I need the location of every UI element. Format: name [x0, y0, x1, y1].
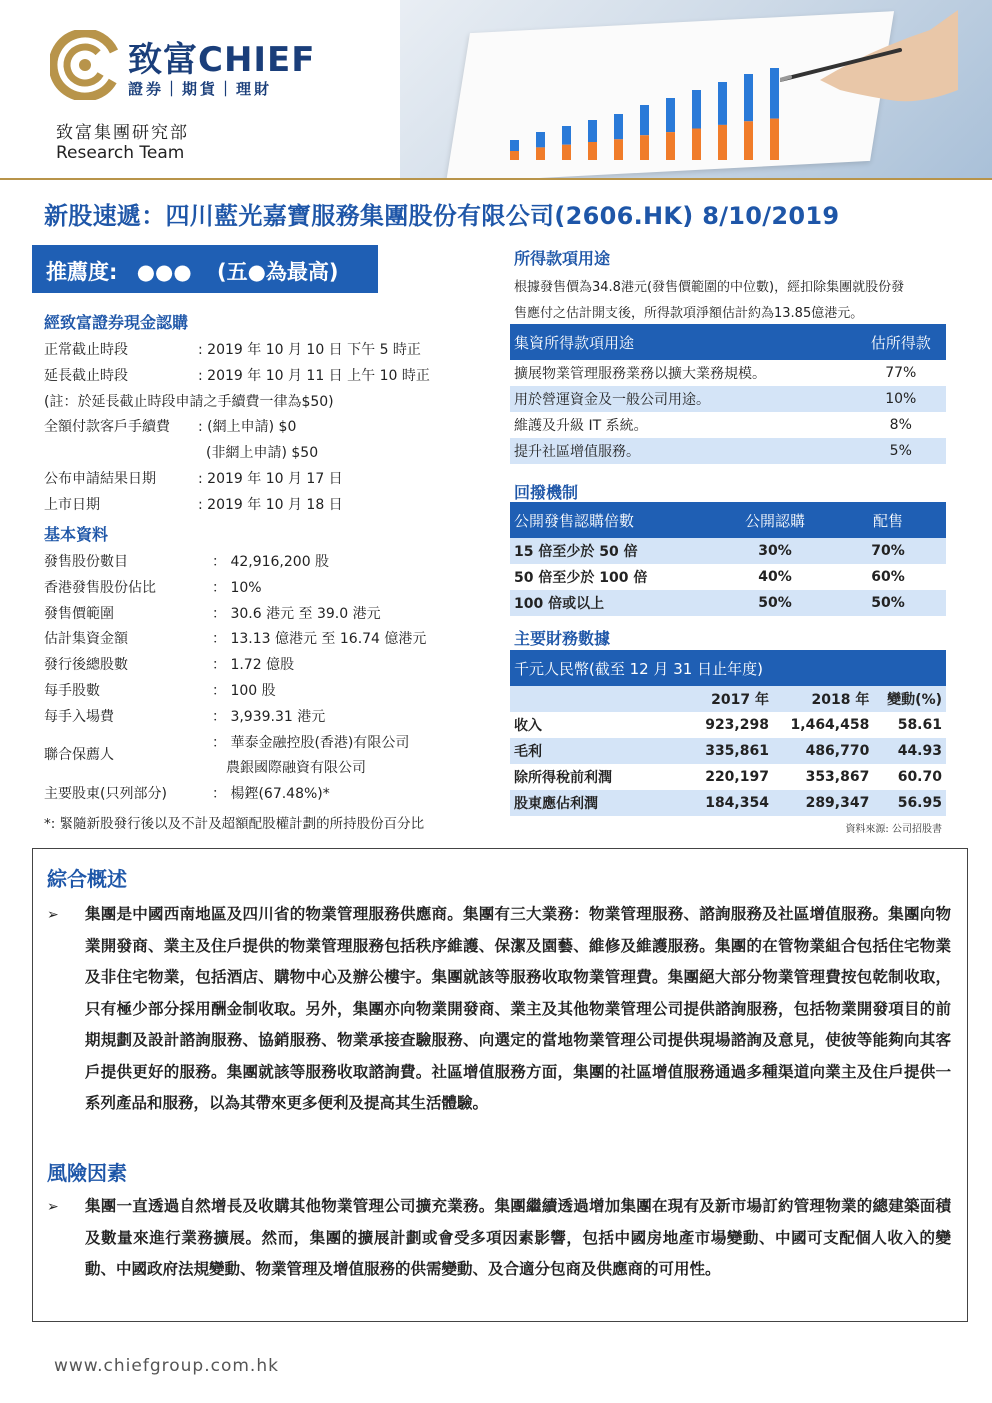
clawback-range: 15 倍至少於 50 倍 — [510, 538, 720, 564]
basic-info-label: 發售價範圍 — [44, 605, 114, 622]
financials-row — [510, 712, 946, 738]
clawback-public: 50% — [720, 590, 830, 616]
subscription-value: : 2019 年 10 月 17 日 — [198, 471, 343, 487]
subscription-label: 公布申請結果日期 — [44, 471, 156, 487]
header-divider — [0, 178, 992, 180]
subscription-value: : 2019 年 10 月 11 日 上午 10 時正 — [198, 367, 430, 384]
illustration-bar-blue — [640, 105, 649, 135]
basic-info-value: ： 1.72 億股 — [212, 657, 295, 674]
basic-info-value: ： 42,916,200 股 — [212, 554, 330, 570]
proceeds-row — [510, 438, 946, 464]
illustration-bar-blue — [588, 120, 597, 142]
header-bar-chart-illustration — [500, 60, 800, 170]
basic-info-row — [44, 603, 484, 623]
financials-source: 資料來源: 公司招股書 — [845, 824, 942, 835]
basic-info-heading: 基本資料 — [44, 525, 109, 544]
basic-info-label: 每手入場費 — [44, 708, 114, 725]
illustration-bar-blue — [770, 68, 779, 119]
basic-info-label: 聯合保薦人 — [44, 746, 114, 763]
logo-tagline: 證券｜期貨｜理財 — [128, 80, 273, 98]
clawback-row — [510, 590, 946, 616]
financials-year-2017: 2017 年 — [690, 686, 773, 712]
clawback-public: 40% — [720, 564, 830, 590]
basic-info-value: ： 100 股 — [212, 683, 276, 699]
proceeds-paragraph-line2: 售應付之估計開支後，所得款項淨額估計約為13.85億港元。 — [514, 306, 864, 321]
recommendation-box — [32, 245, 378, 293]
clawback-placing: 50% — [830, 590, 946, 616]
subscription-label: 正常截止時段 — [44, 342, 128, 358]
financials-row — [510, 764, 946, 790]
financials-item: 收入 — [510, 712, 690, 738]
proceeds-pct: 77% — [856, 360, 946, 386]
illustration-bar-orange — [744, 121, 753, 160]
subscription-row — [44, 416, 484, 436]
proceeds-row — [510, 412, 946, 438]
basic-info-label: 發售股份數目 — [44, 554, 128, 570]
overview-paragraph: 集團是中國西南地區及四川省的物業管理服務供應商。集團有三大業務：物業管理服務、諮詢服務及社區增值服務。集團向物業開發商、業主及住戶提供的物業管理服務包括秩序維護、保潔及園藝、維修及維護服務。集團的在管物業組合包括住宅物業及非住宅物業，包括酒店、購物中心及辦公樓宇。集團就該等服務收取物業管理費。集團絕大部分物業管理費按包乾制收取，只有極少部分採用酬金制收取。另外，集團亦向物業開發商、業主及其他物業管理公司提供諮詢服務，包括物業開發項目的前期規劃及設計諮詢服務、協銷服務、物業承接查驗服務、向選定的當地物業管理公司提供現場諮詢及意見，使彼等能夠向其客戶提供更好的服務。集團就該等服務收取諮詢費。社區增值服務方面，集團的社區增值服務通過多種渠道向業主及住戶提供一系列產品和服務，以為其帶來更多便利及提高其生活體驗。 — [85, 905, 951, 1112]
illustration-bar-blue — [536, 132, 545, 147]
subscription-row — [44, 339, 484, 359]
proceeds-table — [510, 324, 946, 464]
proceeds-use: 維護及升級 IT 系統。 — [510, 412, 856, 438]
illustration-bar-blue — [614, 114, 623, 139]
proceeds-col-pct: 估所得款 — [856, 324, 946, 360]
proceeds-pct: 8% — [856, 412, 946, 438]
risk-paragraph: 集團一直透過自然增長及收購其他物業管理公司擴充業務。集團繼續透過增加集團在現有及新市場訂約管理物業的總建築面積及數量來進行業務擴展。然而，集團的擴展計劃或會受多項因素影響，包括中國房地產市場變動、中國可支配個人收入的變動、中國政府法規變動、物業管理及增值服務的供需變動、及合適分包商及供應商的可用性。 — [85, 1197, 951, 1278]
basic-info-value: ： 楊鏗(67.48%)* — [212, 786, 330, 803]
proceeds-use: 用於營運資金及一般公司用途。 — [510, 386, 856, 412]
recommendation-note: (五●為最高) — [217, 260, 339, 284]
illustration-bar-orange — [536, 147, 545, 160]
subscription-row — [44, 442, 484, 462]
proceeds-use: 提升社區增值服務。 — [510, 438, 856, 464]
subscription-row — [44, 494, 484, 514]
financials-2018: 289,347 — [773, 790, 873, 816]
financials-2018: 1,464,458 — [773, 712, 873, 738]
basic-info-row — [44, 680, 484, 700]
financials-heading: 主要財務數據 — [514, 629, 611, 648]
clawback-col-public: 公開認購 — [720, 502, 830, 538]
pen-hand-icon — [780, 10, 960, 120]
recommendation-dots: ●●● — [136, 260, 192, 284]
subscription-value: : 2019 年 10 月 18 日 — [198, 496, 343, 513]
subscription-label: 上市日期 — [44, 496, 100, 513]
financials-2017: 923,298 — [690, 712, 773, 738]
basic-info-value: ： 10% — [212, 579, 262, 596]
illustration-bar-orange — [770, 119, 779, 160]
proceeds-pct: 5% — [856, 438, 946, 464]
recommendation-label: 推薦度: — [46, 260, 118, 284]
financials-2017: 184,354 — [690, 790, 773, 816]
subscription-row — [44, 365, 484, 385]
clawback-col-placing: 配售 — [830, 502, 946, 538]
department-name-cn: 致富集團研究部 — [56, 123, 189, 143]
clawback-placing: 70% — [830, 538, 946, 564]
company-logo — [50, 30, 380, 110]
financials-item: 毛利 — [510, 738, 690, 764]
header-banner — [0, 0, 992, 180]
basic-info-row — [44, 783, 484, 803]
proceeds-row — [510, 386, 946, 412]
clawback-row — [510, 564, 946, 590]
basic-info-row — [44, 551, 484, 571]
overview-box — [32, 848, 968, 1322]
subscription-row — [44, 468, 484, 488]
footer-website[interactable]: www.chiefgroup.com.hk — [54, 1356, 279, 1376]
proceeds-heading: 所得款項用途 — [514, 249, 611, 268]
illustration-bar-blue — [744, 74, 753, 121]
risk-bullet-icon: ➢ — [47, 1199, 59, 1215]
subscription-heading: 經致富證券現金認購 — [44, 313, 189, 332]
subscription-value: : (網上申請) $0 — [198, 419, 297, 436]
overview-bullet-icon: ➢ — [47, 907, 59, 923]
basic-info-value: ： 3,939.31 港元 — [212, 708, 326, 725]
clawback-range: 50 倍至少於 100 倍 — [510, 564, 720, 590]
financials-change: 56.95 — [873, 790, 946, 816]
basic-info-label: 每手股數 — [44, 683, 100, 699]
illustration-bar-orange — [666, 132, 675, 160]
clawback-range: 100 倍或以上 — [510, 590, 720, 616]
illustration-bar-blue — [692, 90, 701, 129]
basic-info-row — [44, 628, 484, 648]
basic-info-value: ： 30.6 港元 至 39.0 港元 — [212, 605, 381, 622]
illustration-bar-orange — [588, 142, 597, 160]
proceeds-col-use: 集資所得款項用途 — [510, 324, 856, 360]
illustration-bar-orange — [640, 135, 649, 160]
clawback-public: 30% — [720, 538, 830, 564]
basic-info-value: ： 華泰金融控股(香港)有限公司 — [212, 734, 410, 751]
basic-info-label: 主要股東(只列部分) — [44, 786, 167, 803]
financials-2018: 486,770 — [773, 738, 873, 764]
illustration-bar-orange — [510, 151, 519, 160]
basic-info-row — [44, 757, 484, 777]
financials-change: 60.70 — [873, 764, 946, 790]
clawback-heading: 回撥機制 — [514, 483, 579, 502]
proceeds-pct: 10% — [856, 386, 946, 412]
financials-table — [510, 650, 946, 816]
clawback-row — [510, 538, 946, 564]
department-name-en: Research Team — [56, 143, 185, 163]
overview-heading: 綜合概述 — [47, 867, 127, 891]
subscription-value: : 2019 年 10 月 10 日 下午 5 時正 — [198, 342, 421, 358]
illustration-bar-orange — [614, 139, 623, 160]
clawback-table — [510, 502, 946, 616]
proceeds-paragraph-line1: 根據發售價為34.8港元(發售價範圍的中位數)，經扣除集團就股份發 — [514, 280, 905, 295]
basic-info-row — [44, 706, 484, 726]
proceeds-use: 擴展物業管理服務業務以擴大業務規模。 — [510, 360, 856, 386]
financials-change: 44.93 — [873, 738, 946, 764]
basic-info-label: 香港發售股份佔比 — [44, 579, 156, 596]
risk-heading: 風險因素 — [47, 1161, 127, 1185]
basic-info-label: 發行後總股數 — [44, 657, 128, 674]
financials-change: 58.61 — [873, 712, 946, 738]
financials-unit: 千元人民幣(截至 12 月 31 日止年度) — [510, 650, 946, 686]
clawback-col-range: 公開發售認購倍數 — [510, 502, 720, 538]
financials-row — [510, 790, 946, 816]
financials-2017: 220,197 — [690, 764, 773, 790]
proceeds-row — [510, 360, 946, 386]
illustration-bar-orange — [692, 129, 701, 161]
financials-year-2018: 2018 年 — [773, 686, 873, 712]
basic-info-value: 農銀國際融資有限公司 — [226, 760, 366, 777]
illustration-bar-orange — [562, 145, 571, 160]
illustration-bar-blue — [562, 126, 571, 145]
logo-name: 致富CHIEF — [128, 40, 316, 80]
subscription-label: (註：於延長截止時段申請之手續費一律為$50) — [44, 393, 334, 410]
subscription-row — [44, 391, 484, 411]
illustration-bar-blue — [510, 140, 519, 151]
financials-row — [510, 738, 946, 764]
subscription-label: 全額付款客戶手續費 — [44, 419, 170, 436]
chief-logo-icon — [50, 30, 120, 100]
basic-info-row — [44, 577, 484, 597]
illustration-bar-orange — [718, 125, 727, 160]
subscription-label: 延長截止時段 — [44, 367, 128, 384]
illustration-bar-blue — [666, 98, 675, 132]
basic-info-row — [44, 654, 484, 674]
financials-2018: 353,867 — [773, 764, 873, 790]
financials-change-col: 變動(%) — [873, 686, 946, 712]
basic-info-row — [44, 732, 484, 763]
basic-info-label: 估計集資金額 — [44, 631, 128, 648]
financials-item: 除所得稅前利潤 — [510, 764, 690, 790]
illustration-bar-blue — [718, 82, 727, 125]
financials-item: 股東應佔利潤 — [510, 790, 690, 816]
financials-2017: 335,861 — [690, 738, 773, 764]
page-title: 新股速遞：四川藍光嘉寶服務集團股份有限公司(2606.HK) 8/10/2019 — [44, 202, 840, 230]
subscription-value: (非網上申請) $50 — [206, 445, 319, 462]
basic-footnote: *: 緊隨新股發行後以及不計及超額配股權計劃的所持股份百分比 — [44, 816, 425, 832]
basic-info-value: ： 13.13 億港元 至 16.74 億港元 — [212, 631, 427, 648]
clawback-placing: 60% — [830, 564, 946, 590]
